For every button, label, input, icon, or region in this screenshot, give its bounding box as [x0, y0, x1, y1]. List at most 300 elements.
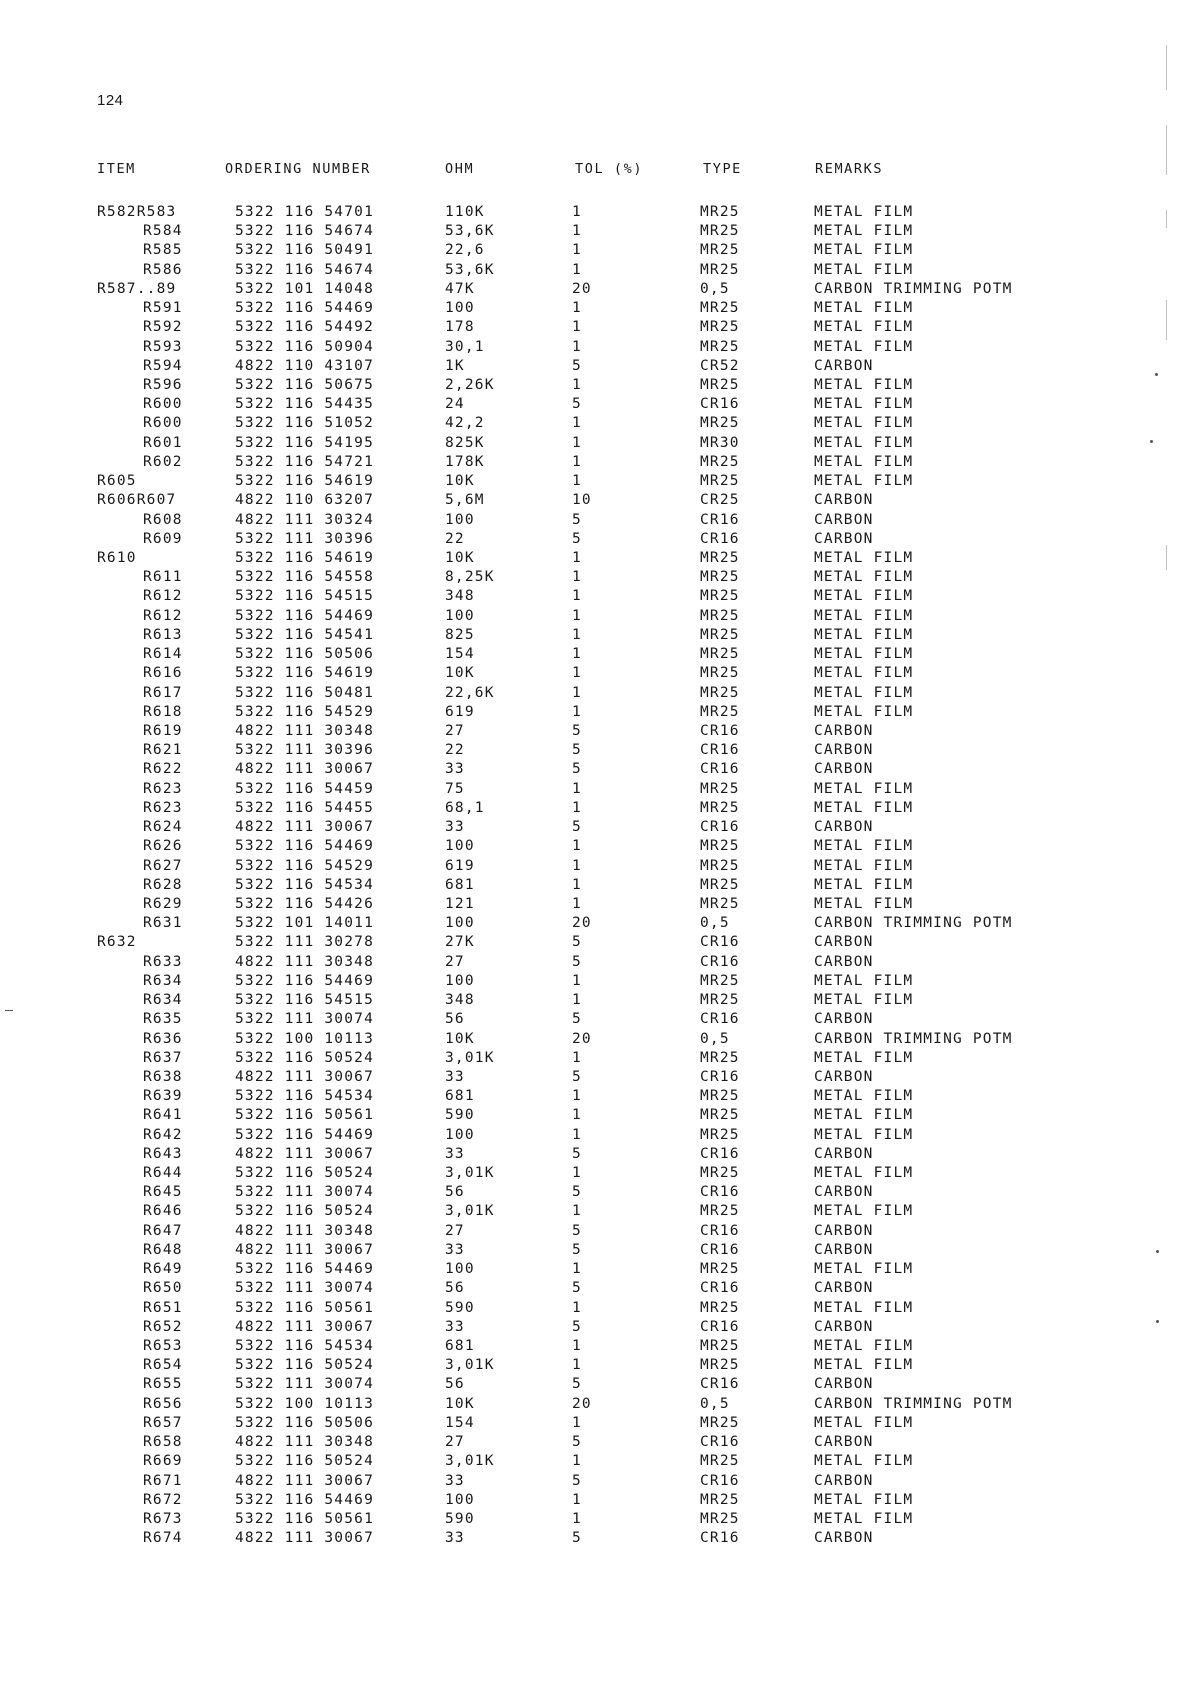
cell-remarks: METAL FILM	[814, 338, 914, 355]
scan-margin-line	[1166, 125, 1167, 175]
cell-item: R587..89	[97, 280, 177, 297]
cell-tol: 1	[572, 1414, 582, 1431]
table-row	[0, 1452, 1190, 1471]
cell-ohm: 33	[445, 1068, 465, 1085]
cell-item: R623	[143, 780, 183, 797]
cell-type: MR25	[700, 1338, 740, 1354]
table-row	[0, 1010, 1190, 1029]
cell-type: CR16	[700, 1241, 740, 1258]
cell-tol: 1	[572, 972, 582, 989]
cell-ohm: 10K	[445, 473, 475, 490]
cell-type: MR25	[700, 1107, 740, 1124]
cell-ohm: 24	[445, 396, 465, 413]
cell-type: MR25	[700, 415, 740, 432]
table-row	[0, 1395, 1190, 1414]
cell-remarks: CARBON	[814, 722, 874, 739]
cell-remarks: CARBON	[814, 357, 874, 374]
table-row	[0, 760, 1190, 779]
cell-ordering-number: 4822 111 30067	[235, 761, 375, 778]
cell-remarks: METAL FILM	[814, 396, 914, 413]
cell-item: R609	[143, 530, 183, 547]
cell-tol: 1	[572, 895, 582, 912]
cell-ordering-number: 4822 111 30067	[235, 1530, 375, 1547]
cell-ordering-number: 5322 116 54534	[235, 876, 375, 893]
cell-ordering-number: 5322 116 50561	[235, 1107, 375, 1124]
cell-tol: 5	[572, 1318, 582, 1335]
cell-item: R611	[143, 569, 183, 586]
cell-ohm: 33	[445, 1318, 465, 1335]
cell-ordering-number: 4822 110 43107	[235, 357, 375, 374]
cell-item: R655	[143, 1376, 183, 1393]
cell-item: R658	[143, 1434, 183, 1451]
table-row	[0, 414, 1190, 433]
cell-item: R651	[143, 1299, 183, 1316]
header-item: ITEM	[97, 161, 136, 177]
cell-remarks: METAL FILM	[814, 780, 914, 797]
table-row	[0, 338, 1190, 357]
cell-type: CR16	[700, 1472, 740, 1489]
cell-ohm: 33	[445, 1530, 465, 1547]
cell-tol: 5	[572, 530, 582, 547]
cell-ordering-number: 5322 116 54469	[235, 1126, 375, 1143]
cell-remarks: METAL FILM	[814, 895, 914, 912]
cell-item: R586	[143, 261, 183, 278]
cell-tol: 20	[572, 1395, 592, 1412]
cell-ordering-number: 5322 116 54541	[235, 626, 375, 643]
cell-tol: 5	[572, 1434, 582, 1451]
cell-ohm: 3,01K	[445, 1453, 495, 1470]
cell-item: R673	[143, 1511, 183, 1527]
cell-remarks: CARBON	[814, 1222, 874, 1239]
cell-tol: 1	[572, 838, 582, 855]
cell-type: CR16	[700, 530, 740, 547]
cell-ordering-number: 4822 111 30348	[235, 1434, 375, 1451]
table-row	[0, 376, 1190, 395]
cell-item: R606R607	[97, 492, 177, 509]
table-row	[0, 684, 1190, 703]
cell-remarks: METAL FILM	[814, 646, 914, 663]
cell-ohm: 121	[445, 895, 475, 912]
cell-remarks: METAL FILM	[814, 300, 914, 317]
cell-ordering-number: 5322 116 50524	[235, 1203, 375, 1220]
cell-ohm: 10K	[445, 665, 475, 682]
table-row	[0, 491, 1190, 510]
cell-remarks: METAL FILM	[814, 377, 914, 393]
cell-ohm: 22,6K	[445, 684, 495, 701]
table-row	[0, 1068, 1190, 1087]
cell-tol: 1	[572, 1126, 582, 1143]
cell-remarks: CARBON	[814, 511, 874, 528]
cell-type: CR16	[700, 1184, 740, 1201]
cell-remarks: CARBON	[814, 1530, 874, 1547]
cell-remarks: CARBON	[814, 1184, 874, 1201]
table-row	[0, 1222, 1190, 1241]
cell-tol: 5	[572, 1241, 582, 1258]
cell-ordering-number: 5322 111 30278	[235, 934, 375, 951]
cell-remarks: CARBON TRIMMING POTM	[814, 1395, 1013, 1412]
cell-ordering-number: 4822 111 30067	[235, 1068, 375, 1085]
cell-tol: 1	[572, 646, 582, 663]
cell-ohm: 5,6M	[445, 492, 485, 509]
cell-type: CR52	[700, 357, 740, 374]
cell-ordering-number: 5322 116 54469	[235, 607, 375, 624]
cell-type: MR25	[700, 569, 740, 586]
cell-tol: 1	[572, 223, 582, 240]
cell-type: MR25	[700, 319, 740, 336]
cell-type: MR25	[700, 1511, 740, 1527]
cell-remarks: CARBON TRIMMING POTM	[814, 1030, 1013, 1047]
cell-ohm: 27	[445, 953, 465, 970]
cell-item: R671	[143, 1472, 183, 1489]
cell-tol: 1	[572, 626, 582, 643]
cell-ordering-number: 4822 111 30348	[235, 722, 375, 739]
cell-item: R649	[143, 1261, 183, 1278]
cell-tol: 1	[572, 1511, 582, 1527]
cell-item: R608	[143, 511, 183, 528]
cell-type: MR25	[700, 1126, 740, 1143]
table-row	[0, 722, 1190, 741]
cell-item: R631	[143, 915, 183, 932]
cell-ordering-number: 5322 116 54529	[235, 703, 375, 720]
cell-tol: 1	[572, 338, 582, 355]
cell-type: MR25	[700, 646, 740, 663]
cell-remarks: CARBON	[814, 934, 874, 951]
cell-remarks: METAL FILM	[814, 550, 914, 566]
cell-item: R605	[97, 473, 137, 490]
table-row	[0, 299, 1190, 318]
cell-item: R645	[143, 1184, 183, 1201]
cell-ordering-number: 5322 116 54558	[235, 569, 375, 586]
cell-ordering-number: 5322 116 50524	[235, 1049, 375, 1066]
cell-ohm: 33	[445, 819, 465, 835]
cell-item: R593	[143, 338, 183, 355]
cell-tol: 5	[572, 722, 582, 739]
cell-item: R621	[143, 742, 183, 759]
cell-ohm: 825	[445, 626, 475, 643]
cell-type: MR25	[700, 1453, 740, 1470]
cell-remarks: CARBON	[814, 1241, 874, 1258]
table-row	[0, 799, 1190, 818]
cell-tol: 5	[572, 1280, 582, 1297]
cell-remarks: CARBON	[814, 1280, 874, 1297]
cell-ordering-number: 5322 116 54674	[235, 223, 375, 240]
header-ordering-number: ORDERING NUMBER	[225, 161, 371, 177]
table-row	[0, 1049, 1190, 1068]
cell-ordering-number: 5322 116 54515	[235, 588, 375, 605]
table-row	[0, 1279, 1190, 1298]
scan-speck	[1150, 440, 1153, 443]
cell-tol: 1	[572, 1203, 582, 1220]
scan-speck	[1156, 1250, 1159, 1253]
cell-ohm: 681	[445, 876, 475, 893]
cell-ordering-number: 4822 111 30348	[235, 1222, 375, 1239]
cell-remarks: METAL FILM	[814, 1165, 914, 1181]
cell-remarks: METAL FILM	[814, 992, 914, 1008]
cell-item: R584	[143, 223, 183, 240]
cell-item: R635	[143, 1011, 183, 1028]
cell-ohm: 42,2	[445, 415, 485, 432]
cell-type: CR16	[700, 953, 740, 970]
header-tol: TOL (%)	[575, 161, 644, 177]
cell-type: MR25	[700, 473, 740, 490]
cell-tol: 1	[572, 1453, 582, 1470]
cell-ordering-number: 5322 100 10113	[235, 1395, 375, 1412]
cell-type: CR16	[700, 1222, 740, 1239]
cell-ordering-number: 4822 111 30067	[235, 819, 375, 835]
table-row	[0, 607, 1190, 626]
cell-ordering-number: 5322 116 54515	[235, 992, 375, 1008]
cell-ordering-number: 5322 116 50524	[235, 1453, 375, 1470]
cell-tol: 1	[572, 780, 582, 797]
cell-remarks: METAL FILM	[814, 1453, 914, 1470]
cell-tol: 5	[572, 1184, 582, 1201]
cell-remarks: METAL FILM	[814, 1107, 914, 1124]
cell-item: R637	[143, 1049, 183, 1066]
cell-type: CR16	[700, 761, 740, 778]
cell-ohm: 3,01K	[445, 1357, 495, 1374]
table-row	[0, 857, 1190, 876]
cell-type: MR25	[700, 607, 740, 624]
cell-tol: 1	[572, 1491, 582, 1508]
cell-type: MR25	[700, 550, 740, 566]
cell-item: R628	[143, 876, 183, 893]
cell-ordering-number: 5322 116 54619	[235, 473, 375, 490]
cell-ordering-number: 5322 116 50524	[235, 1357, 375, 1374]
cell-remarks: METAL FILM	[814, 626, 914, 643]
cell-type: MR25	[700, 1165, 740, 1181]
cell-type: MR25	[700, 1203, 740, 1220]
cell-ohm: 100	[445, 1491, 475, 1508]
scan-speck	[5, 1010, 13, 1011]
table-row	[0, 703, 1190, 722]
cell-type: MR25	[700, 1299, 740, 1316]
cell-item: R623	[143, 799, 183, 816]
cell-item: R632	[97, 934, 137, 951]
cell-remarks: METAL FILM	[814, 319, 914, 336]
table-row	[0, 1030, 1190, 1049]
cell-tol: 5	[572, 1011, 582, 1028]
cell-tol: 1	[572, 1107, 582, 1124]
cell-item: R600	[143, 396, 183, 413]
cell-item: R644	[143, 1165, 183, 1181]
cell-remarks: METAL FILM	[814, 1414, 914, 1431]
cell-tol: 1	[572, 992, 582, 1008]
table-row	[0, 933, 1190, 952]
cell-type: CR16	[700, 1376, 740, 1393]
cell-item: R669	[143, 1453, 183, 1470]
cell-ohm: 56	[445, 1184, 465, 1201]
cell-remarks: METAL FILM	[814, 1357, 914, 1374]
cell-ohm: 100	[445, 300, 475, 317]
cell-type: 0,5	[700, 915, 730, 932]
cell-item: R642	[143, 1126, 183, 1143]
cell-item: R634	[143, 972, 183, 989]
cell-ohm: 100	[445, 1261, 475, 1278]
cell-item: R592	[143, 319, 183, 336]
cell-remarks: CARBON	[814, 1376, 874, 1393]
cell-ordering-number: 5322 116 54529	[235, 857, 375, 874]
cell-tol: 20	[572, 915, 592, 932]
cell-item: R594	[143, 357, 183, 374]
cell-remarks: METAL FILM	[814, 1126, 914, 1143]
cell-ordering-number: 5322 116 54492	[235, 319, 375, 336]
cell-type: MR25	[700, 626, 740, 643]
cell-tol: 5	[572, 1145, 582, 1162]
cell-type: MR25	[700, 703, 740, 720]
cell-remarks: CARBON	[814, 1011, 874, 1028]
cell-ordering-number: 5322 101 14011	[235, 915, 375, 932]
cell-tol: 1	[572, 261, 582, 278]
cell-ordering-number: 5322 116 54469	[235, 838, 375, 855]
cell-ordering-number: 5322 116 54534	[235, 1088, 375, 1105]
cell-item: R672	[143, 1491, 183, 1508]
table-row	[0, 357, 1190, 376]
cell-ohm: 619	[445, 703, 475, 720]
cell-ohm: 619	[445, 857, 475, 874]
cell-remarks: METAL FILM	[814, 242, 914, 259]
table-row	[0, 1472, 1190, 1491]
cell-ohm: 825K	[445, 434, 485, 451]
cell-type: MR25	[700, 838, 740, 855]
cell-ohm: 68,1	[445, 799, 485, 816]
cell-ordering-number: 5322 116 50506	[235, 646, 375, 663]
cell-ohm: 681	[445, 1338, 475, 1354]
cell-item: R634	[143, 992, 183, 1008]
cell-item: R654	[143, 1357, 183, 1374]
cell-item: R622	[143, 761, 183, 778]
cell-tol: 1	[572, 453, 582, 470]
cell-ohm: 348	[445, 992, 475, 1008]
cell-ohm: 22,6	[445, 242, 485, 259]
cell-ordering-number: 4822 110 63207	[235, 492, 375, 509]
cell-ordering-number: 5322 116 50481	[235, 684, 375, 701]
cell-item: R653	[143, 1338, 183, 1354]
cell-ordering-number: 5322 111 30396	[235, 742, 375, 759]
table-row	[0, 434, 1190, 453]
cell-remarks: METAL FILM	[814, 799, 914, 816]
cell-ohm: 10K	[445, 1395, 475, 1412]
table-row	[0, 587, 1190, 606]
cell-remarks: METAL FILM	[814, 1203, 914, 1220]
cell-tol: 20	[572, 1030, 592, 1047]
cell-type: MR25	[700, 242, 740, 259]
cell-ordering-number: 4822 111 30067	[235, 1318, 375, 1335]
cell-ordering-number: 5322 116 50561	[235, 1511, 375, 1527]
table-row	[0, 241, 1190, 260]
cell-ohm: 178K	[445, 453, 485, 470]
cell-item: R616	[143, 665, 183, 682]
cell-ohm: 33	[445, 761, 465, 778]
cell-ordering-number: 5322 116 54701	[235, 204, 375, 220]
cell-ohm: 27	[445, 1222, 465, 1239]
cell-item: R591	[143, 300, 183, 317]
cell-tol: 1	[572, 1261, 582, 1278]
table-row	[0, 1241, 1190, 1260]
table-row	[0, 895, 1190, 914]
cell-tol: 5	[572, 1068, 582, 1085]
table-row	[0, 818, 1190, 837]
cell-item: R674	[143, 1530, 183, 1547]
cell-type: 0,5	[700, 1395, 730, 1412]
cell-tol: 1	[572, 242, 582, 259]
cell-ohm: 3,01K	[445, 1203, 495, 1220]
cell-type: MR25	[700, 780, 740, 797]
table-row	[0, 664, 1190, 683]
cell-item: R618	[143, 703, 183, 720]
table-row	[0, 203, 1190, 222]
cell-ohm: 27	[445, 1434, 465, 1451]
table-row	[0, 549, 1190, 568]
cell-ohm: 178	[445, 319, 475, 336]
cell-tol: 1	[572, 415, 582, 432]
header-ohm: OHM	[445, 161, 475, 177]
cell-ohm: 53,6K	[445, 223, 495, 240]
cell-ordering-number: 5322 111 30074	[235, 1376, 375, 1393]
cell-remarks: METAL FILM	[814, 453, 914, 470]
cell-item: R626	[143, 838, 183, 855]
cell-item: R638	[143, 1068, 183, 1085]
cell-tol: 5	[572, 761, 582, 778]
cell-ordering-number: 5322 116 51052	[235, 415, 375, 432]
cell-ordering-number: 5322 116 54469	[235, 972, 375, 989]
cell-item: R639	[143, 1088, 183, 1105]
cell-ohm: 348	[445, 588, 475, 605]
cell-type: MR25	[700, 204, 740, 220]
cell-remarks: METAL FILM	[814, 473, 914, 490]
cell-remarks: METAL FILM	[814, 1511, 914, 1527]
table-row	[0, 1491, 1190, 1510]
cell-remarks: METAL FILM	[814, 588, 914, 605]
table-row	[0, 1164, 1190, 1183]
cell-item: R612	[143, 588, 183, 605]
cell-remarks: METAL FILM	[814, 684, 914, 701]
cell-tol: 1	[572, 1299, 582, 1316]
cell-item: R619	[143, 722, 183, 739]
cell-type: MR30	[700, 434, 740, 451]
table-row	[0, 741, 1190, 760]
cell-ohm: 33	[445, 1472, 465, 1489]
cell-tol: 1	[572, 876, 582, 893]
cell-item: R617	[143, 684, 183, 701]
cell-tol: 1	[572, 588, 582, 605]
header-remarks: REMARKS	[815, 161, 884, 177]
cell-remarks: CARBON	[814, 1434, 874, 1451]
cell-type: CR16	[700, 1145, 740, 1162]
cell-tol: 1	[572, 319, 582, 336]
cell-type: CR16	[700, 934, 740, 951]
cell-ordering-number: 4822 111 30067	[235, 1472, 375, 1489]
table-row	[0, 1375, 1190, 1394]
cell-item: R641	[143, 1107, 183, 1124]
cell-type: MR25	[700, 665, 740, 682]
table-row	[0, 972, 1190, 991]
cell-remarks: METAL FILM	[814, 434, 914, 451]
cell-type: CR16	[700, 742, 740, 759]
cell-ordering-number: 5322 116 50904	[235, 338, 375, 355]
cell-ohm: 22	[445, 742, 465, 759]
table-row	[0, 1106, 1190, 1125]
cell-type: CR16	[700, 722, 740, 739]
cell-ordering-number: 5322 116 50524	[235, 1165, 375, 1181]
cell-remarks: METAL FILM	[814, 703, 914, 720]
scan-margin-line	[1166, 45, 1167, 90]
cell-type: MR25	[700, 300, 740, 317]
cell-ohm: 100	[445, 838, 475, 855]
cell-tol: 1	[572, 665, 582, 682]
cell-item: R652	[143, 1318, 183, 1335]
cell-type: CR16	[700, 396, 740, 413]
cell-remarks: METAL FILM	[814, 876, 914, 893]
